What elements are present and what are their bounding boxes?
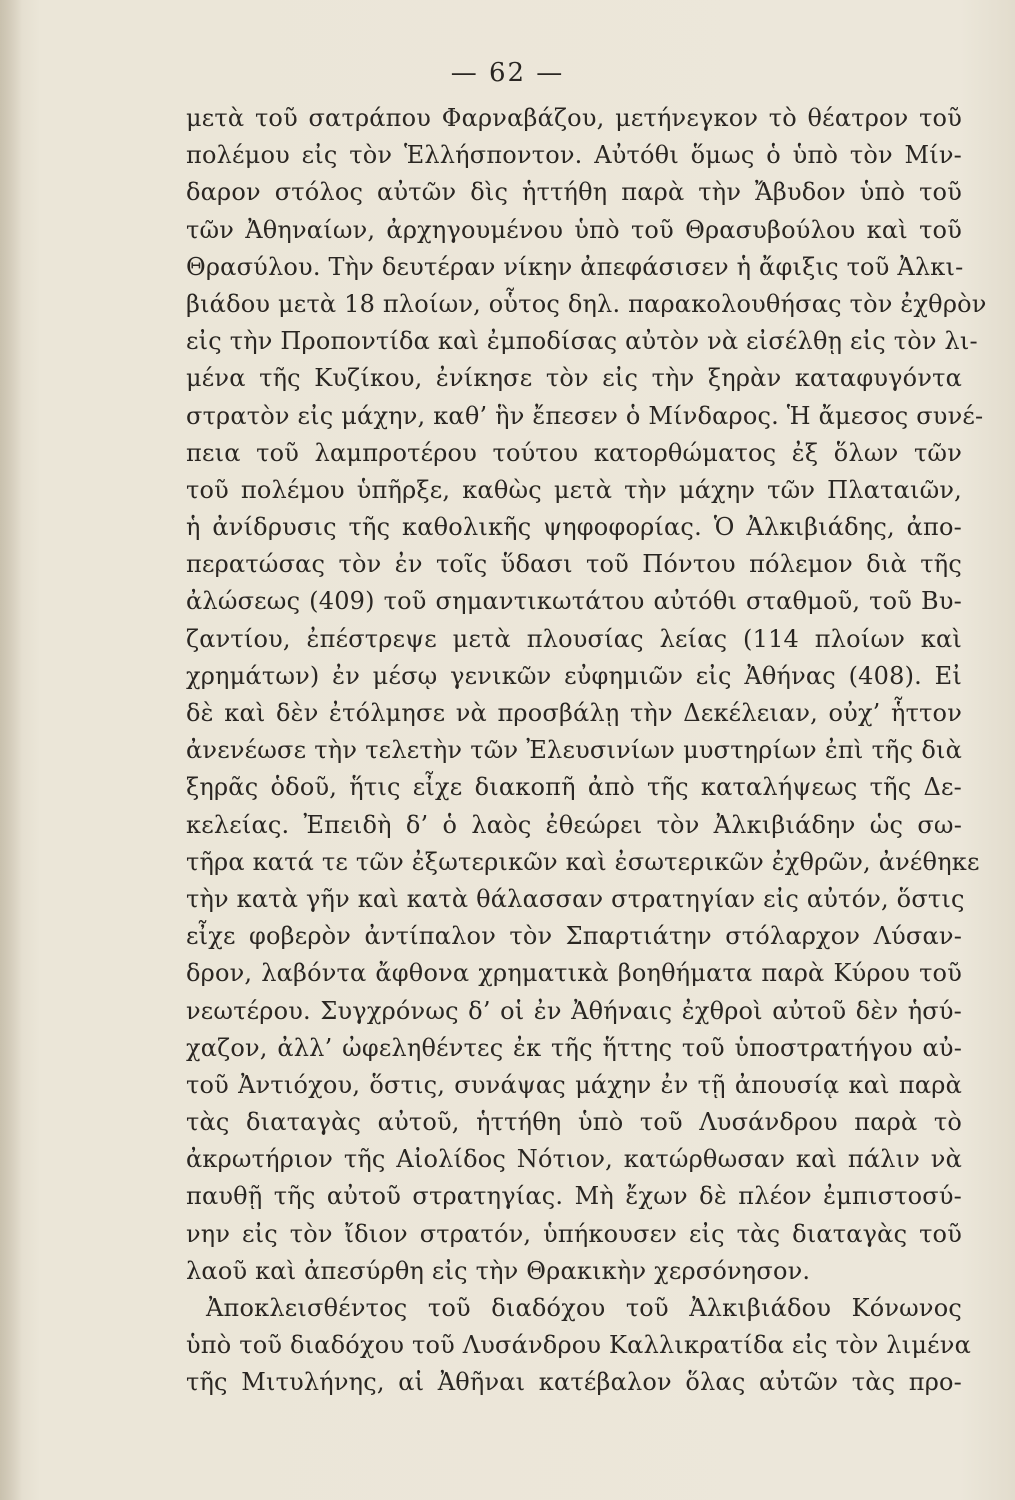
text-line: μετὰ τοῦ σατράπου Φαρναβάζου, μετήνεγκον τὸ θέατρον τοῦ [186, 104, 962, 132]
text-line: ἀκρωτήριον τῆς Αἰολίδος Νότιον, κατώρθωσαν καὶ πάλιν νὰ [186, 1145, 962, 1174]
text-line: τὰς διαταγὰς αὐτοῦ, ἡττήθη ὑπὸ τοῦ Λυσάνδρου παρὰ τὸ [186, 1108, 962, 1137]
text-line: στρατὸν εἰς μάχην, καθ’ ἣν ἔπεσεν ὁ Μίνδαρος. Ἡ ἄμεσος συνέ- [186, 401, 984, 430]
text-line: νεωτέρου. Συγχρόνως δ’ οἱ ἐν Ἀθήναις ἐχθροὶ αὐτοῦ δὲν ἡσύ- [186, 996, 962, 1025]
text-line: δὲ καὶ δὲν ἐτόλμησε νὰ προσβάλῃ τὴν Δεκέλειαν, οὐχ’ ἧττον [186, 699, 962, 727]
text-line: χαζον, ἀλλ’ ὠφεληθέντες ἐκ τῆς ἥττης τοῦ ὑποστρατήγου αὐ- [186, 1033, 962, 1062]
text-line: μένα τῆς Κυζίκου, ἐνίκησε τὸν εἰς τὴν ξηρὰν καταφυγόντα [186, 364, 962, 393]
text-line: εἰς τὴν Προποντίδα καὶ ἐμποδίσας αὐτὸν νὰ εἰσέλθῃ εἰς τὸν λι- [186, 327, 978, 356]
text-line: τοῦ πολέμου ὑπῆρξε, καθὼς μετὰ τὴν μάχην τῶν Πλαταιῶν, [186, 475, 962, 504]
text-line: ζαντίου, ἐπέστρεψε μετὰ πλουσίας λείας (114 πλοίων καὶ [186, 624, 962, 653]
text-line: κελείας. Ἐπειδὴ δ’ ὁ λαὸς ἐθεώρει τὸν Ἀλκιβιάδην ὡς σω- [186, 810, 962, 839]
text-line: λαοῦ καὶ ἀπεσύρθη εἰς τὴν Θρακικὴν χερσόνησον. [186, 1256, 811, 1285]
text-line: τοῦ Ἀντιόχου, ὅστις, συνάψας μάχην ἐν τῇ ἀπουσίᾳ καὶ παρὰ [186, 1070, 962, 1099]
text-line: ἀνενέωσε τὴν τελετὴν τῶν Ἐλευσινίων μυστηρίων ἐπὶ τῆς διὰ [186, 736, 962, 765]
text-line: Θρασύλου. Τὴν δευτέραν νίκην ἀπεφάσισεν ἡ ἄφιξις τοῦ Ἀλκι- [186, 252, 964, 281]
text-line: τῆρα κατά τε τῶν ἐξωτερικῶν καὶ ἐσωτερικῶν ἐχθρῶν, ἀνέθηκε [186, 847, 980, 876]
text-line: πολέμου εἰς τὸν Ἑλλήσποντον. Αὐτόθι ὅμως ὁ ὑπὸ τὸν Μίν- [186, 141, 962, 170]
text-line: ὑπὸ τοῦ διαδόχου τοῦ Λυσάνδρου Καλλικρατίδα εἰς τὸν λιμένα [186, 1331, 972, 1360]
paragraph-start-line: Ἀποκλεισθέντος τοῦ διαδόχου τοῦ Ἀλκιβιάδου Κόνωνος [206, 1294, 962, 1322]
text-line: τὴν κατὰ γῆν καὶ κατὰ θάλασσαν στρατηγίαν εἰς αὐτόν, ὅστις [186, 884, 965, 913]
text-line: πεια τοῦ λαμπροτέρου τούτου κατορθώματος ἐξ ὅλων τῶν [186, 438, 962, 467]
text-line: παυθῇ τῆς αὐτοῦ στρατηγίας. Μὴ ἔχων δὲ πλέον ἐμπιστοσύ- [186, 1182, 962, 1211]
text-line: δρον, λαβόντα ἄφθονα χρηματικὰ βοηθήματα παρὰ Κύρου τοῦ [186, 959, 962, 988]
text-line: ξηρᾶς ὁδοῦ, ἥτις εἶχε διακοπῆ ἀπὸ τῆς καταλήψεως τῆς Δε- [186, 773, 962, 802]
text-line: δαρον στόλος αὐτῶν δὶς ἡττήθη παρὰ τὴν Ἄβυδον ὑπὸ τοῦ [186, 178, 962, 207]
text-line: εἶχε φοβερὸν ἀντίπαλον τὸν Σπαρτιάτην στόλαρχον Λύσαν- [186, 922, 962, 951]
text-line: τῆς Μιτυλήνης, αἱ Ἀθῆναι κατέβαλον ὅλας αὐτῶν τὰς προ- [186, 1368, 962, 1397]
binding-shadow [0, 0, 22, 1500]
text-line: περατώσας τὸν ἐν τοῖς ὕδασι τοῦ Πόντου πόλεμον διὰ τῆς [186, 550, 962, 579]
text-line: χρημάτων) ἐν μέσῳ γενικῶν εὐφημιῶν εἰς Ἀθήνας (408). Εἰ [186, 661, 962, 690]
body-text [186, 100, 987, 1402]
text-line: τῶν Ἀθηναίων, ἀρχηγουμένου ὑπὸ τοῦ Θρασυβούλου καὶ τοῦ [186, 215, 962, 244]
text-line: ἡ ἀνίδρυσις τῆς καθολικῆς ψηφοφορίας. Ὁ Ἀλκιβιάδης, ἀπο- [186, 513, 962, 542]
text-line: βιάδου μετὰ 18 πλοίων, οὗτος δηλ. παρακολουθήσας τὸν ἐχθρὸν [186, 289, 987, 318]
text-line: ἀλώσεως (409) τοῦ σημαντικωτάτου αὐτόθι σταθμοῦ, τοῦ Βυ- [186, 587, 962, 616]
text-line: νην εἰς τὸν ἴδιον στρατόν, ὑπήκουσεν εἰς τὰς διαταγὰς τοῦ [186, 1219, 962, 1248]
page-number: — 62 — [450, 58, 565, 88]
